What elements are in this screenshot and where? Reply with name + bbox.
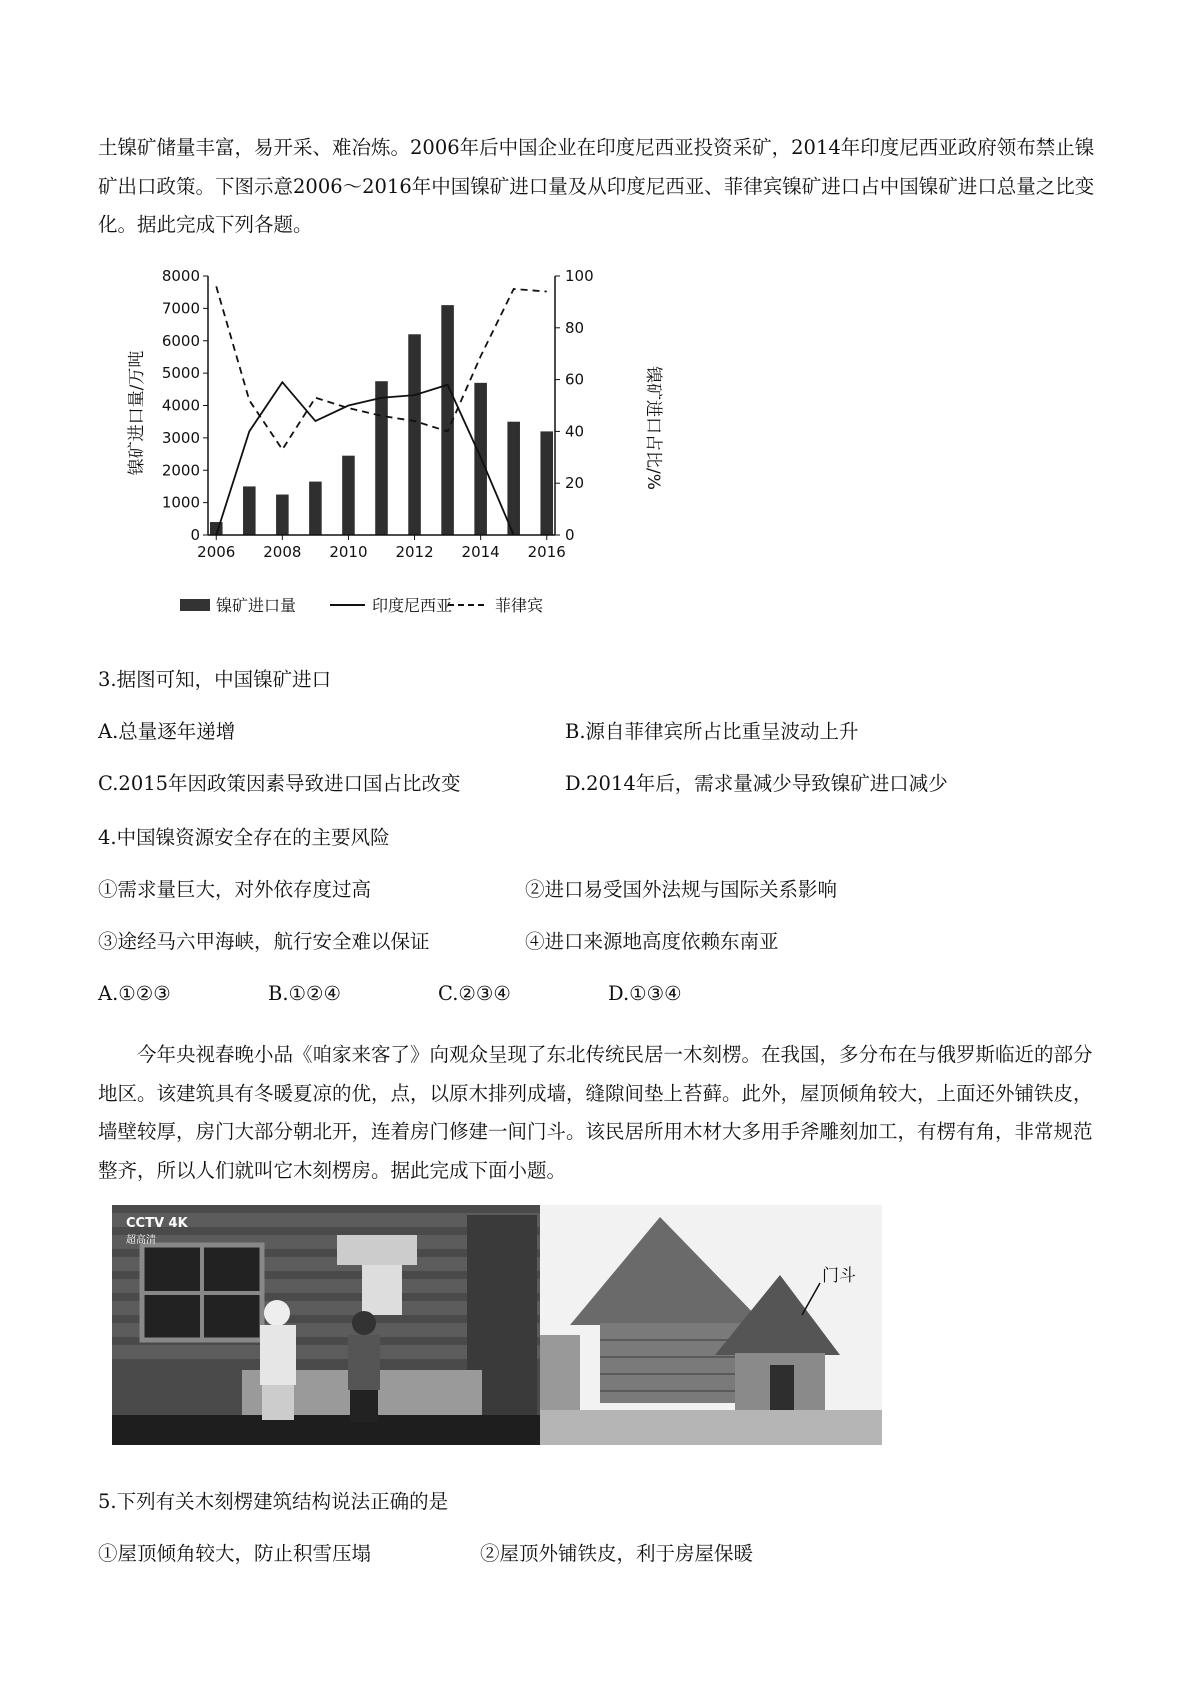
q4-option-a: A.①②③: [98, 982, 171, 1005]
intro-paragraph: 土镍矿储量丰富，易开采、难冶炼。2006年后中国企业在印度尼西亚投资采矿，2014年印度尼西亚政府领布禁止镍矿出口政策。下图示意2006～2016年中国镍矿进口量及从印度尼西亚、菲律宾镍矿进口占中国镍矿进口总量之比变化。据此完成下列各题。: [98, 136, 1095, 236]
y-left-tick-label: 1000: [161, 493, 200, 512]
q3-option-b: B.源自菲律宾所占比重呈波动上升: [565, 720, 859, 743]
tv-sub-logo: 超高清: [126, 1235, 156, 1246]
line-indonesia-share: [216, 382, 513, 535]
q3-option-a: A.总量逐年递增: [98, 720, 236, 743]
y-right-tick-label: 20: [565, 474, 585, 493]
x-tick-label: 2014: [461, 543, 500, 561]
bar-import-2012: [408, 334, 421, 535]
photo-log-house: [540, 1205, 882, 1445]
passage-mukeleng: 今年央视春晚小品《咱家来客了》向观众呈现了东北传统民居一木刻楞。在我国，多分布在与俄罗斯临近的部分地区。该建筑具有冬暖夏凉的优，点，以原木排列成墙，缝隙间垫上苔藓。此外，屋顶倾角较大，上面还外铺铁皮，墙壁较厚，房门大部分朝北开，连着房门修建一间门斗。该民居所用木材大多用手斧雕刻加工，有楞有角，非常规范整齐，所以人们就叫它木刻楞房。据此完成下面小题。: [98, 1043, 1093, 1182]
nickel-import-chart: [110, 268, 670, 628]
tv-logo: CCTV 4K: [126, 1216, 188, 1231]
y-left-tick-label: 4000: [161, 396, 200, 415]
x-tick-label: 2006: [197, 543, 236, 561]
y-left-tick-label: 3000: [161, 428, 200, 447]
q5-item-1: ①屋顶倾角较大，防止积雪压塌: [98, 1542, 372, 1565]
q4-stem: 4.中国镍资源安全存在的主要风险: [98, 826, 390, 849]
y-axis-left-label: 镍矿进口量/万吨: [127, 350, 147, 476]
y-left-tick-label: 5000: [161, 364, 200, 383]
q4-item-1: ①需求量巨大，对外依存度过高: [98, 878, 372, 901]
bar-import-2008: [276, 495, 289, 535]
bar-import-2016: [540, 431, 553, 535]
y-right-tick-label: 80: [565, 318, 585, 337]
y-left-tick-label: 0: [190, 526, 200, 544]
bar-import-2007: [243, 486, 256, 535]
y-right-tick-label: 0: [565, 526, 575, 544]
q3-option-d: D.2014年后，需求量减少导致镍矿进口减少: [565, 772, 948, 795]
q4-item-2: ②进口易受国外法规与国际关系影响: [525, 878, 838, 901]
bar-import-2011: [375, 381, 388, 535]
y-left-tick-label: 8000: [161, 268, 200, 285]
y-right-tick-label: 40: [565, 422, 585, 441]
bar-import-2009: [309, 482, 322, 535]
y-left-tick-label: 2000: [161, 461, 200, 480]
photo-gala-stage: [112, 1205, 540, 1445]
legend-label-import: 镍矿进口量: [216, 596, 297, 615]
bar-import-2010: [342, 456, 355, 535]
x-tick-label: 2010: [329, 543, 368, 561]
y-left-tick-label: 7000: [161, 299, 200, 318]
q4-item-4: ④进口来源地高度依赖东南亚: [525, 930, 779, 953]
q5-item-2: ②屋顶外铺铁皮，利于房屋保暖: [480, 1542, 754, 1565]
q5-stem: 5.下列有关木刻楞建筑结构说法正确的是: [98, 1490, 449, 1513]
q4-option-d: D.①③④: [608, 982, 682, 1005]
x-tick-label: 2012: [395, 543, 434, 561]
q4-option-c: C.②③④: [438, 982, 511, 1005]
q3-option-c: C.2015年因政策因素导致进口国占比改变: [98, 772, 461, 795]
y-axis-right-label: 镍矿进口占比/%: [643, 366, 663, 490]
q4-item-3: ③途经马六甲海峡，航行安全难以保证: [98, 930, 430, 953]
label-mendou: 门斗: [822, 1266, 856, 1286]
x-tick-label: 2016: [527, 543, 566, 561]
legend-label-indonesia: 印度尼西亚: [372, 596, 453, 615]
bar-import-2015: [507, 422, 520, 535]
q3-stem: 3.据图可知，中国镍矿进口: [98, 668, 332, 691]
x-tick-label: 2008: [263, 543, 302, 561]
q4-option-b: B.①②④: [268, 982, 341, 1005]
y-right-tick-label: 100: [565, 268, 594, 285]
legend-label-philippines: 菲律宾: [495, 596, 544, 615]
y-left-tick-label: 6000: [161, 331, 200, 350]
legend-swatch-bar: [180, 599, 210, 611]
y-right-tick-label: 60: [565, 370, 585, 389]
